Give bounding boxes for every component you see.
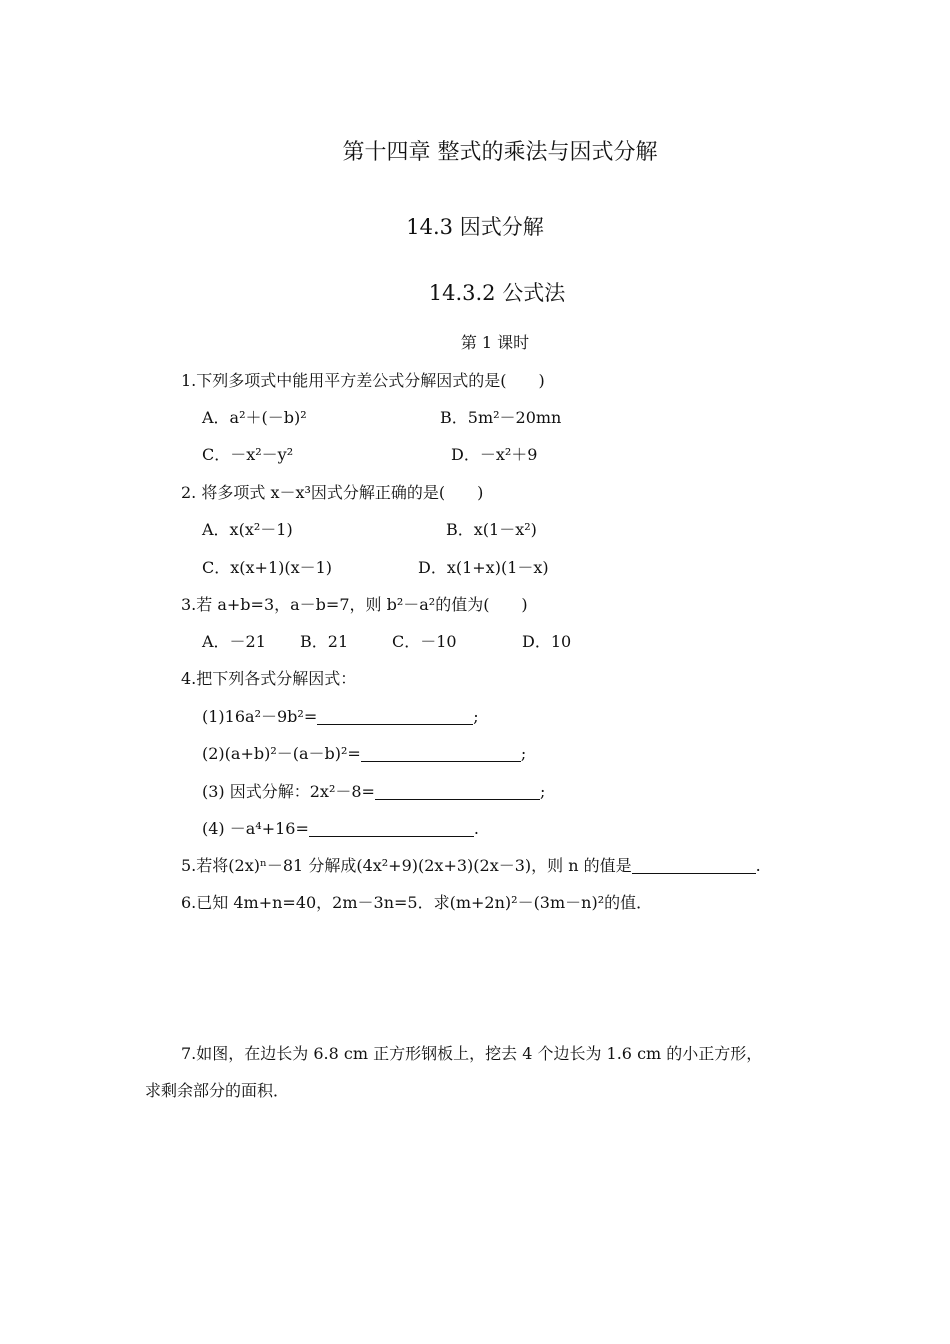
punctuation: . (755, 856, 761, 875)
q3-option-c: C．－10 (392, 632, 457, 651)
q2-option-b: B．x(1－x²) (446, 520, 537, 539)
q5-text: 5.若将(2x)ⁿ－81 分解成(4x²+9)(2x+3)(2x－3)，则 n 的值是 (181, 856, 632, 875)
q4-part-2-expr: (2)(a+b)²－(a－b)²= (202, 744, 361, 763)
q6-text: 6.已知 4m+n=40，2m－3n=5．求(m+2n)²－(3m－n)²的值． (181, 893, 653, 912)
q4-stem: 4.把下列各式分解因式： (181, 669, 357, 688)
q4-part-1-expr: (1)16a²－9b²= (202, 707, 318, 726)
answer-blank[interactable] (375, 783, 540, 800)
q4-part-4 (202, 816, 479, 839)
punctuation: ; (539, 782, 546, 801)
q2-stem: 2. 将多项式 x－x³因式分解正确的是( ) (181, 483, 484, 502)
answer-blank[interactable] (632, 857, 756, 874)
q3-stem: 3.若 a+b=3，a－b=7，则 b²－a²的值为( ) (181, 595, 528, 614)
answer-blank[interactable] (317, 708, 473, 725)
section-title: 14.3 因式分解 (406, 215, 544, 239)
q1-option-d: D．－x²＋9 (451, 445, 538, 464)
q3-option-b: B．21 (300, 632, 349, 651)
q7-line-1: 7.如图，在边长为 6.8 cm 正方形钢板上，挖去 4 个边长为 1.6 cm 的小正方形， (181, 1044, 763, 1063)
q3-option-a: A．－21 (202, 632, 266, 651)
q4-part-2 (202, 741, 526, 764)
lesson-label: 第 1 课时 (460, 333, 530, 352)
q4-part-3 (202, 779, 545, 802)
answer-blank[interactable] (309, 820, 474, 837)
q1-stem: 1.下列多项式中能用平方差公式分解因式的是( ) (181, 371, 545, 390)
subsection-title: 14.3.2 公式法 (428, 281, 566, 305)
q4-part-4-expr: (4) －a⁴+16= (202, 819, 309, 838)
punctuation: . (473, 819, 479, 838)
q2-option-d: D．x(1+x)(1－x) (418, 558, 549, 577)
q4-part-1 (202, 704, 479, 727)
chapter-title: 第十四章 整式的乘法与因式分解 (342, 140, 658, 165)
q7-line-2: 求剩余部分的面积． (145, 1081, 290, 1100)
q5 (181, 853, 761, 876)
punctuation: ; (473, 707, 479, 726)
q3-option-d: D．10 (522, 632, 572, 651)
q4-part-3-expr: (3) 因式分解：2x²－8= (202, 782, 375, 801)
q1-option-b: B．5m²－20mn (440, 408, 562, 427)
answer-blank[interactable] (361, 745, 521, 762)
q2-option-a: A．x(x²－1) (202, 520, 293, 539)
q2-option-c: C．x(x+1)(x－1) (202, 558, 333, 577)
punctuation: ; (520, 744, 527, 763)
q1-option-a: A．a²＋(－b)² (202, 408, 307, 427)
q1-option-c: C．－x²－y² (202, 445, 294, 464)
